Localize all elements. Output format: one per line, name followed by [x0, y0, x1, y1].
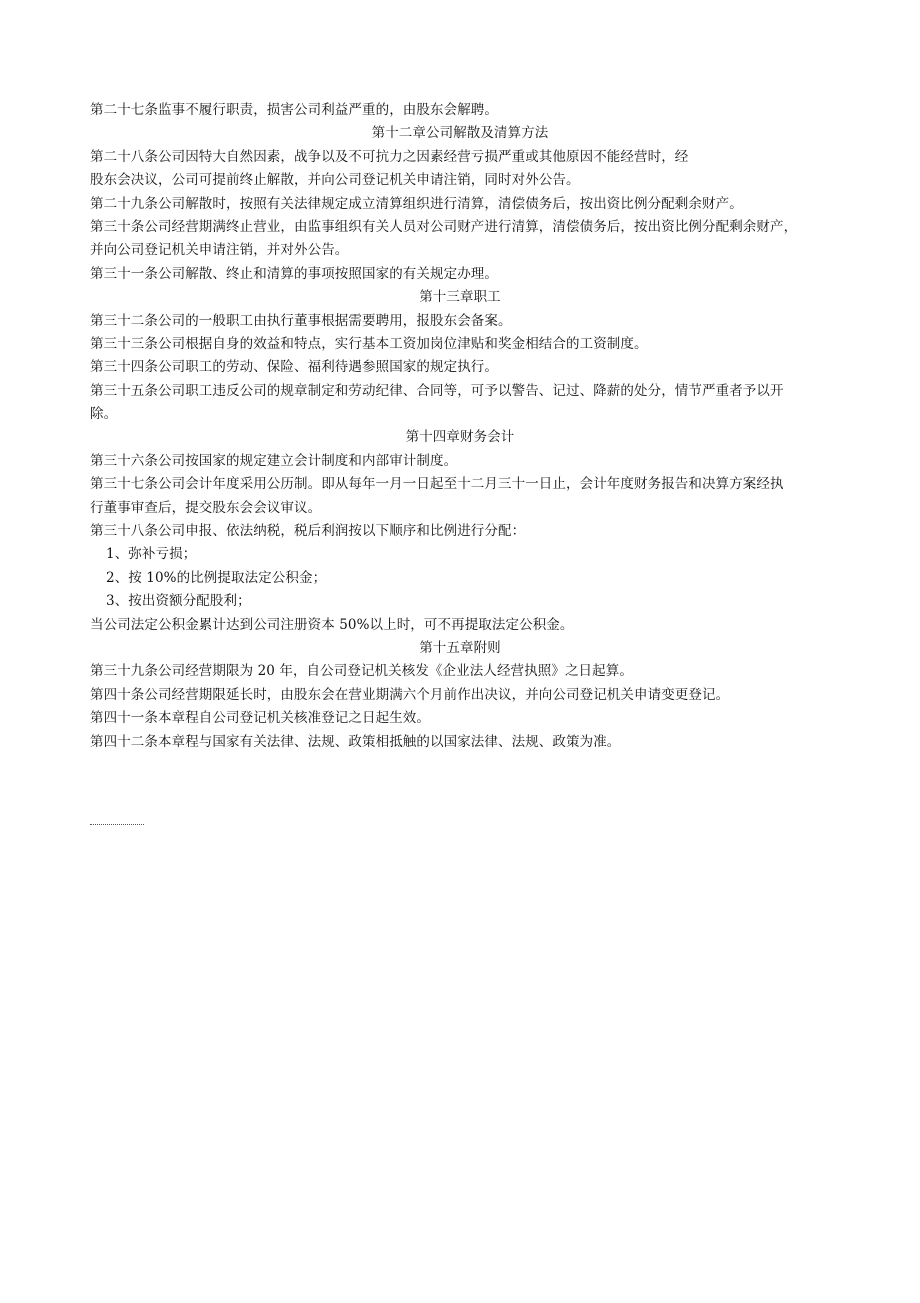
article-40: 第四十条公司经营期限延长时，由股东会在营业期满六个月前作出决议，并向公司登记机关申请变更登记。	[90, 686, 730, 703]
article-32: 第三十二条公司的一般职工由执行董事根据需要聘用，报股东会备案。	[90, 312, 512, 329]
article-30-line-2: 并向公司登记机关申请注销，并对外公告。	[90, 242, 349, 259]
article-36: 第三十六条公司按国家的规定建立会计制度和内部审计制度。	[90, 452, 458, 469]
article-39: 第三十九条公司经营期限为 20 年，自公司登记机关核发《企业法人经营执照》之日起算。	[90, 663, 633, 680]
article-38: 第三十八条公司申报、依法纳税，税后利润按以下顺序和比例进行分配：	[90, 523, 526, 540]
article-30-line-1: 第三十条公司经营期满终止营业，由监事组织有关人员对公司财产进行清算，清偿债务后，按出资比例分配剩余财产，	[90, 218, 798, 235]
article-33: 第三十三条公司根据自身的效益和特点，实行基本工资加岗位津贴和奖金相结合的工资制度。	[90, 335, 648, 352]
article-34: 第三十四条公司职工的劳动、保险、福利待遇参照国家的规定执行。	[90, 359, 498, 376]
article-37-line-2: 行董事审查后，提交股东会会议审议。	[90, 499, 322, 516]
footer-divider	[90, 824, 144, 825]
article-28-line-2: 股东会决议，公司可提前终止解散，并向公司登记机关申请注销，同时对外公告。	[90, 172, 580, 189]
chapter-15-heading: 第十五章附则	[419, 639, 501, 656]
article-35-line-2: 除。	[90, 406, 118, 423]
article-31: 第三十一条公司解散、终止和清算的事项按照国家的有关规定办理。	[90, 265, 498, 282]
list-item: 3、按出资额分配股利；	[106, 593, 251, 610]
chapter-13-heading: 第十三章职工	[419, 289, 501, 306]
article-37-line-1: 第三十七条公司会计年度采用公历制。即从每年一月一日起至十二月三十一日止，会计年度财务报告和决算方案经执	[90, 476, 784, 493]
list-item: 1、弥补亏损；	[106, 546, 197, 563]
article-28-line-1: 第二十八条公司因特大自然因素，战争以及不可抗力之因素经营亏损严重或其他原因不能经营时，经	[90, 148, 689, 165]
reserve-fund-clause: 当公司法定公积金累计达到公司注册资本 50%以上时，可不再提取法定公积金。	[90, 616, 574, 633]
article-41: 第四十一条本章程自公司登记机关核准登记之日起生效。	[90, 710, 430, 727]
article-42: 第四十二条本章程与国家有关法律、法规、政策相抵触的以国家法律、法规、政策为准。	[90, 733, 621, 750]
chapter-14-heading: 第十四章财务会计	[405, 429, 515, 446]
article-27: 第二十七条监事不履行职责，损害公司利益严重的，由股东会解聘。	[90, 102, 498, 118]
article-35-line-1: 第三十五条公司职工违反公司的规章制定和劳动纪律、合同等，可予以警告、记过、降薪的处分，情节严重者予以开	[90, 382, 784, 399]
document-body	[90, 99, 830, 754]
list-item: 2、按 10%的比例提取法定公积金；	[106, 569, 327, 586]
article-29: 第二十九条公司解散时，按照有关法律规定成立清算组织进行清算，清偿债务后，按出资比例分配剩余财产。	[90, 195, 743, 212]
chapter-12-heading: 第十二章公司解散及清算方法	[371, 125, 549, 142]
